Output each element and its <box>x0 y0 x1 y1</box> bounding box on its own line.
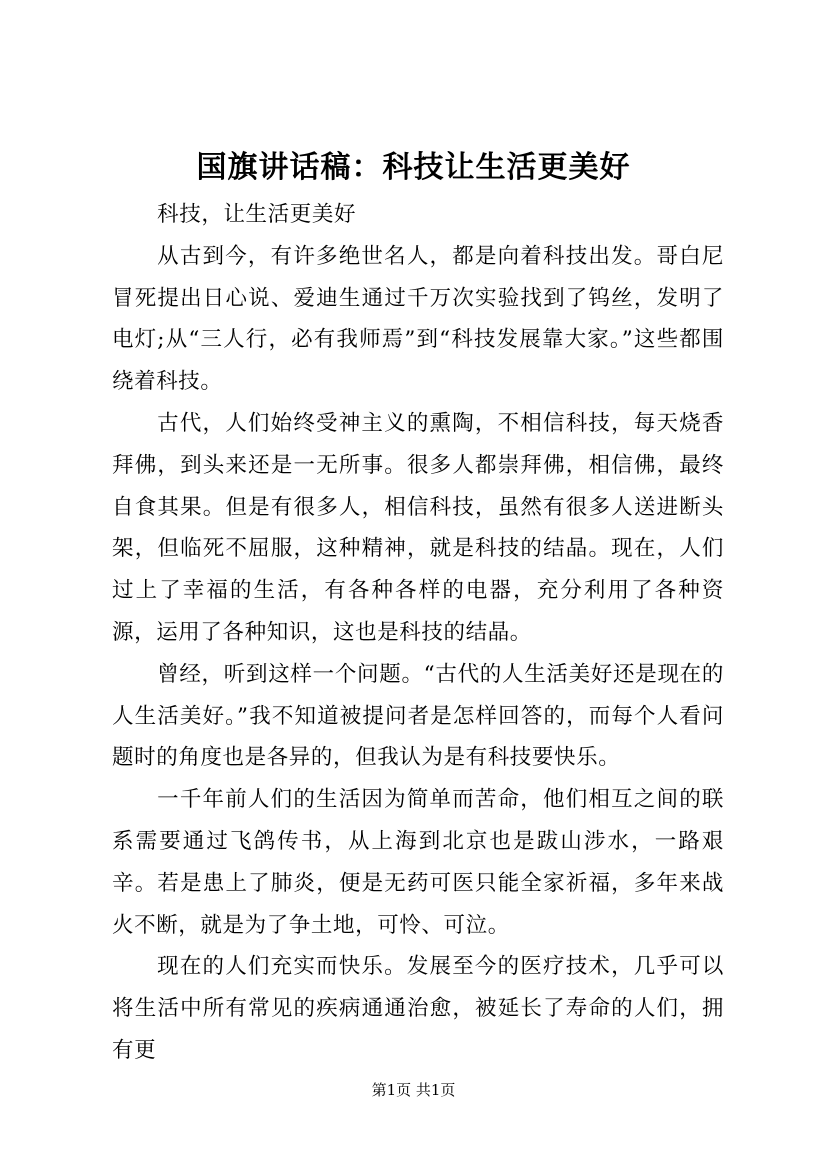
paragraph: 从古到今，有许多绝世名人，都是向着科技出发。哥白尼冒死提出日心说、爱迪生通过千万次实验找到了钨丝，发明了电灯;从“三人行，必有我师焉”到“科技发展靠大家。”这些都围绕着科技。 <box>112 243 724 395</box>
document-body <box>112 194 724 1072</box>
paragraph: 现在的人们充实而快乐。发展至今的医疗技术，几乎可以将生活中所有常见的疾病通通治愈，被延长了寿命的人们，拥有更 <box>112 954 724 1063</box>
paragraph: 曾经，听到这样一个问题。“古代的人生活美好还是现在的人生活美好。”我不知道被提问者是怎样回答的，而每个人看问题时的角度也是各异的，但我认为是有科技要快乐。 <box>112 661 724 771</box>
paragraph-subtitle: 科技，让生活更美好 <box>157 202 357 227</box>
page-number-footer: 第1页 共1页 <box>371 1081 456 1099</box>
paragraph: 古代，人们始终受神主义的熏陶，不相信科技，每天烧香拜佛，到头来还是一无所事。很多人都崇拜佛，相信佛，最终自食其果。但是有很多人，相信科技，虽然有很多人送进断头架，但临死不屈服，这种精神，就是科技的结晶。现在，人们过上了幸福的生活，有各种各样的电器，充分利用了各种资源，运用了各种知识，这也是科技的结晶。 <box>112 410 724 645</box>
document-title: 国旗讲话稿：科技让生活更美好 <box>196 150 631 185</box>
paragraph: 一千年前人们的生活因为简单而苦命，他们相互之间的联系需要通过飞鸽传书，从上海到北京也是跋山涉水，一路艰辛。若是患上了肺炎，便是无药可医只能全家祈福，多年来战火不断，就是为了争土地，可怜、可泣。 <box>112 787 724 938</box>
